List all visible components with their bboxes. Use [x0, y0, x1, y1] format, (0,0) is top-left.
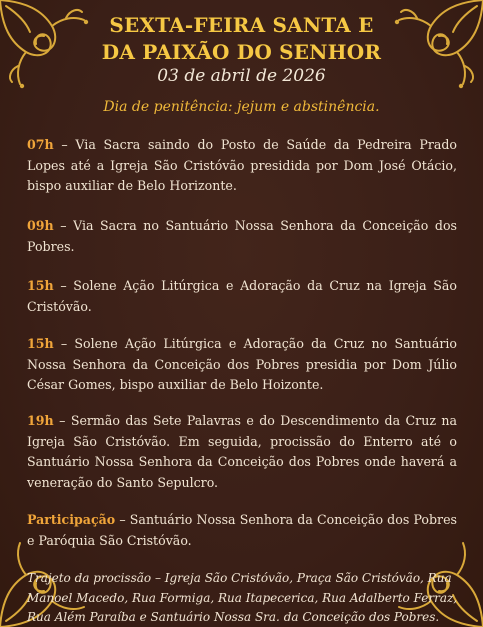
- entry-text: – Via Sacra saindo do Posto de Saúde da Pedreira Prado Lopes até a Igreja São Cristóvão presidida por Dom José Otácio, bispo auxiliar de Belo Horizonte.: [27, 137, 457, 193]
- event-date: 03 de abril de 2026: [157, 66, 326, 86]
- entry-text: – Sermão das Sete Palavras e do Descendimento da Cruz na Igreja São Cristóvão. Em seguida, procissão do Enterro até o Santuário Nossa Senhora da Conceição dos Pobres onde haverá a veneração do Santo Sepulcro.: [27, 413, 457, 490]
- entry-text: – Solene Ação Litúrgica e Adoração da Cruz no Santuário Nossa Senhora da Conceição dos Pobres presidia por Dom Júlio César Gomes, bispo auxiliar de Belo Hoizonte.: [27, 336, 457, 392]
- entry-time: 15h: [27, 336, 54, 351]
- schedule-entry-1500-igreja: [27, 276, 457, 317]
- schedule-entry-1500-santuario: [27, 334, 457, 396]
- schedule-entry-1900: [27, 411, 457, 493]
- title-line-1: SEXTA-FEIRA SANTA E: [109, 13, 374, 37]
- entry-time: 07h: [27, 137, 54, 152]
- entry-time: 15h: [27, 278, 54, 293]
- entry-text: – Solene Ação Litúrgica e Adoração da Cruz na Igreja São Cristóvão.: [27, 278, 457, 314]
- participation-entry: [27, 510, 457, 551]
- penitence-subtitle: Dia de penitência: jejum e abstinência.: [103, 99, 380, 115]
- entry-time: 19h: [27, 413, 54, 428]
- entry-text: – Santuário Nossa Senhora da Conceição dos Pobres e Paróquia São Cristóvão.: [27, 512, 457, 548]
- entry-text: – Via Sacra no Santuário Nossa Senhora da Conceição dos Pobres.: [27, 218, 457, 254]
- schedule-entry-0900: [27, 216, 457, 257]
- title-line-2: DA PAIXÃO DO SENHOR: [101, 40, 382, 64]
- schedule-entry-0700: [27, 135, 457, 197]
- entry-time: 09h: [27, 218, 54, 233]
- procession-route: Trajeto da procissão – Igreja São Cristóvão, Praça São Cristóvão, Rua Manoel Macedo, Rua Formiga, Rua Itapecerica, Rua Adalberto Ferraz, Rua Além Paraíba e Santuário Nossa Sra. da Conceição dos Pobres.: [27, 571, 458, 624]
- entry-label: Participação: [27, 512, 116, 527]
